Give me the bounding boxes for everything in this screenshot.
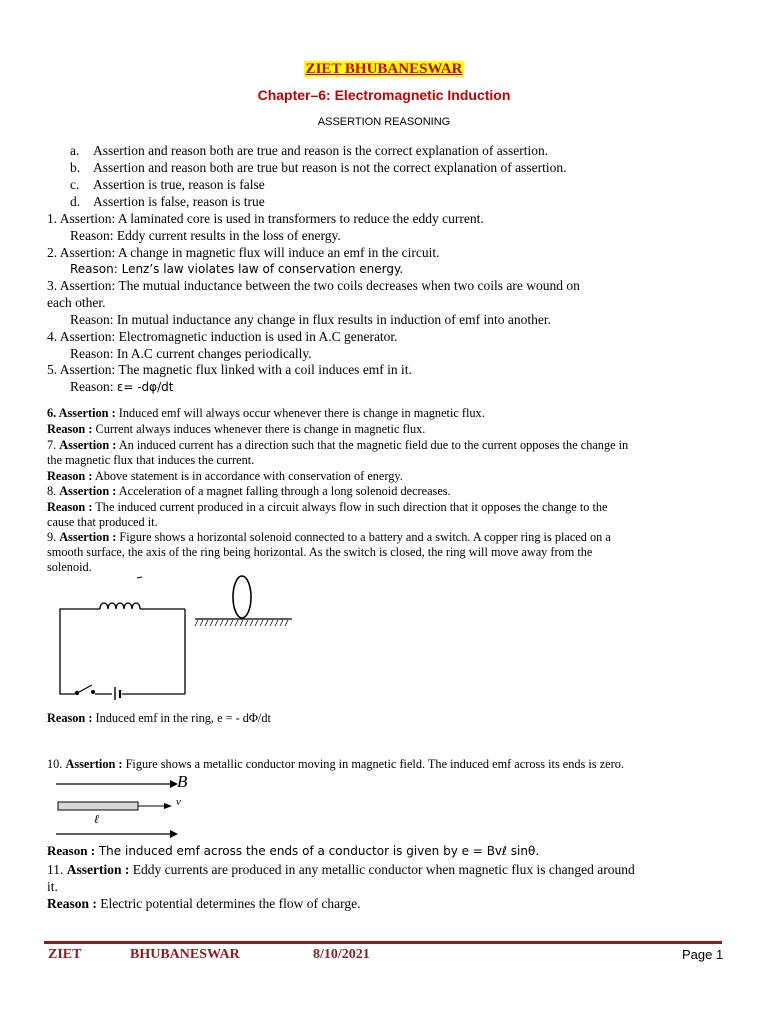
q10-reason: Reason : The induced emf across the ends of a conductor is given by e = Bvℓ sinθ. (47, 843, 540, 858)
solenoid-circuit-figure (50, 570, 300, 700)
document-title (0, 60, 768, 78)
q8-reason-cont: cause that produced it. (47, 515, 158, 529)
q1-assertion: 1. Assertion: A laminated core is used in transformers to reduce the eddy current. (47, 211, 484, 226)
q9-assertion-cont2: solenoid. (47, 560, 92, 574)
q7-assertion: 7. Assertion : An induced current has a direction such that the magnetic field due to the current opposes the change in (47, 438, 629, 452)
q11-assertion: 11. Assertion : Eddy currents are produced in any metallic conductor when magnetic flux is changed around (47, 862, 635, 877)
label-length: ℓ (94, 812, 99, 826)
q11-assertion-cont: it. (47, 879, 58, 894)
label-B: B (177, 772, 188, 791)
q4-reason: Reason: In A.C current changes periodically. (70, 346, 312, 361)
q3-assertion: 3. Assertion: The mutual inductance between the two coils decreases when two coils are wound on (47, 278, 580, 293)
q9-reason: Reason : Induced emf in the ring, e = - dΦ/dt (47, 711, 271, 725)
q9-assertion: 9. Assertion : Figure shows a horizontal solenoid connected to a battery and a switch. A copper ring is placed on a (47, 530, 611, 544)
q5-formula: ε= -dφ/dt (116, 380, 174, 394)
option-d: d. Assertion is false, reason is true (70, 194, 265, 209)
label-v: v (176, 796, 181, 808)
q4-assertion: 4. Assertion: Electromagnetic induction is used in A.C generator. (47, 329, 398, 344)
q8-assertion: 8. Assertion : Acceleration of a magnet falling through a long solenoid decreases. (47, 484, 451, 498)
q7-reason: Reason : Above statement is in accordance with conservation of energy. (47, 469, 403, 483)
q2-assertion: 2. Assertion: A change in magnetic flux will induce an emf in the circuit. (47, 245, 440, 260)
option-a: a. Assertion and reason both are true and reason is the correct explanation of assertion. (70, 143, 549, 158)
option-b: b. Assertion and reason both are true but reason is not the correct explanation of assertion. (70, 160, 567, 175)
q1-reason: Reason: Eddy current results in the loss of energy. (70, 228, 341, 243)
section-heading: ASSERTION REASONING (317, 116, 451, 128)
footer-org-1: ZIET (48, 947, 82, 962)
q10-assertion: 10. Assertion : Figure shows a metallic conductor moving in magnetic field. The induced emf across its ends is zero. (47, 757, 624, 771)
chapter-heading: Chapter–6: Electromagnetic Induction (257, 87, 511, 103)
q3-reason: Reason: In mutual inductance any change in flux results in induction of emf into another. (70, 312, 552, 327)
q7-assertion-cont: the magnetic flux that induces the current. (47, 453, 255, 467)
q11-reason: Reason : Electric potential determines the flow of charge. (47, 896, 361, 911)
title-text: ZIET BHUBANESWAR (305, 61, 463, 77)
q8-reason: Reason : The induced current produced in a circuit always flow in such direction that it opposes the change to the (47, 500, 608, 514)
q6-reason: Reason : Current always induces whenever there is change in magnetic flux. (47, 422, 426, 436)
footer-org-2: BHUBANESWAR (130, 947, 240, 962)
q5-assertion: 5. Assertion: The magnetic flux linked with a coil induces emf in it. (47, 362, 412, 377)
q5-reason: Reason: ε= -dφ/dt (70, 379, 174, 394)
footer-date: 8/10/2021 (313, 947, 370, 962)
q2-reason: Reason: Lenz’s law violates law of conservation energy. (70, 262, 404, 276)
q9-assertion-cont: smooth surface, the axis of the ring being horizontal. As the switch is closed, the ring will move away from the (47, 545, 593, 559)
option-c: c. Assertion is true, reason is false (70, 177, 265, 192)
footer-divider (44, 941, 722, 944)
q6-assertion: 6. Assertion : Induced emf will always occur whenever there is change in magnetic flux. (47, 406, 485, 420)
page-number: Page 1 (682, 947, 724, 962)
q3-assertion-cont: each other. (47, 295, 106, 310)
